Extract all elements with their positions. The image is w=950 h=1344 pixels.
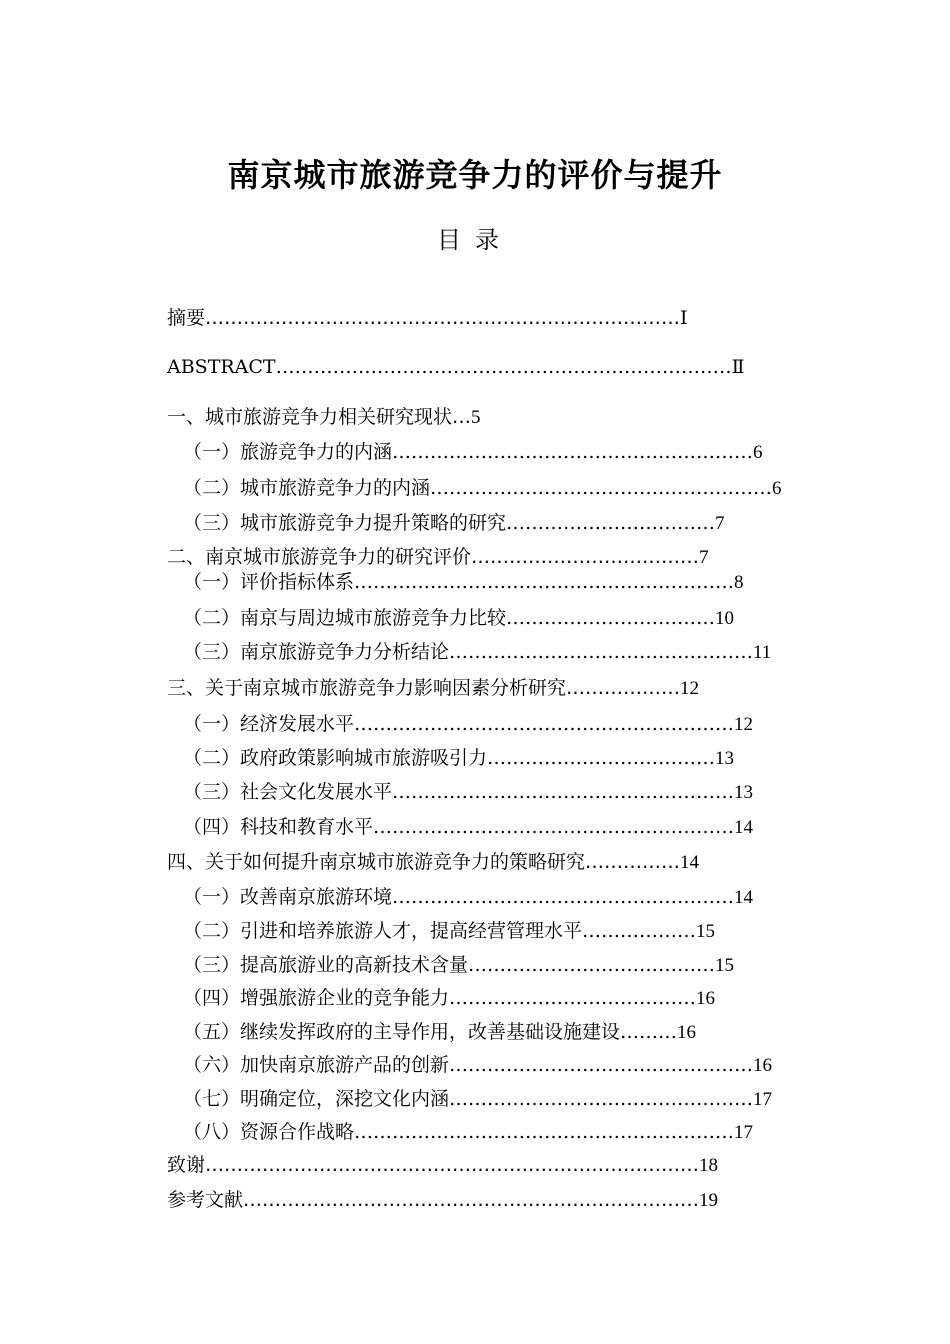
toc-entry-label: 四、关于如何提升南京城市旅游竞争力的策略研究: [167, 851, 586, 873]
toc-leader: ………………………………………………: [392, 781, 735, 803]
toc-leader: ……………………………………………………: [354, 1121, 735, 1143]
toc-entry-label: （四）科技和教育水平: [183, 816, 374, 838]
toc-leader: …: [452, 406, 472, 428]
toc-entry-3-1[interactable]: [183, 712, 753, 736]
toc-entry-1-3[interactable]: [183, 511, 725, 535]
toc-page-number: 14: [680, 852, 700, 873]
toc-leader: ………………………………………………: [430, 477, 773, 499]
toc-page-number: 16: [696, 988, 716, 1009]
toc-entry-label: （二）引进和培养旅游人才，提高经营管理水平: [183, 920, 583, 942]
toc-page-number: 14: [734, 817, 754, 838]
toc-page-number: 11: [753, 642, 772, 663]
toc-entry-label: （二）城市旅游竞争力的内涵: [183, 477, 431, 499]
toc-heading: 目录: [437, 226, 513, 254]
toc-entry-label: （五）继续发挥政府的主导作用，改善基础设施建设: [183, 1021, 621, 1043]
toc-leader: ………………………………………………………………: [243, 1189, 700, 1211]
toc-entry-references[interactable]: [167, 1188, 718, 1212]
toc-page-number: 13: [715, 748, 735, 769]
toc-entry-acknowledgements[interactable]: [167, 1153, 718, 1177]
toc-leader: ………………………………………………………………: [275, 356, 732, 378]
toc-entry-3-4[interactable]: [183, 815, 753, 839]
toc-page-number: 14: [734, 887, 754, 908]
toc-entry-1-1[interactable]: [183, 440, 763, 464]
toc-leader: ……………………………………………………………………: [205, 1154, 700, 1176]
toc-leader: …………………………………………: [449, 1088, 754, 1110]
toc-entry-abstract-en[interactable]: [167, 355, 745, 379]
toc-entry-label: （六）加快南京旅游产品的创新: [183, 1054, 450, 1076]
toc-page-number: 17: [734, 1122, 754, 1143]
toc-leader: …………………………………………: [449, 641, 754, 663]
toc-leader: …………………………………………………: [392, 441, 754, 463]
toc-entry-2-1[interactable]: [183, 570, 744, 594]
toc-leader: ……………: [585, 851, 681, 873]
toc-page-number: 15: [696, 921, 716, 942]
toc-page-number: 13: [734, 782, 754, 803]
toc-entry-4-2[interactable]: [183, 919, 715, 943]
toc-page-number: 18: [699, 1155, 719, 1176]
toc-entry-2-2[interactable]: [183, 606, 734, 630]
toc-page-number: 16: [753, 1055, 773, 1076]
document-title: 南京城市旅游竞争力的评价与提升: [227, 156, 723, 194]
toc-entry-label: 一、城市旅游竞争力相关研究现状: [167, 406, 453, 428]
toc-page-number: 10: [715, 608, 735, 629]
toc-page-number: 7: [699, 547, 709, 568]
toc-leader: …………………………………: [449, 987, 697, 1009]
toc-entry-label: （七）明确定位，深挖文化内涵: [183, 1088, 450, 1110]
toc-leader: ………………: [582, 920, 697, 942]
toc-entry-label: 致谢: [167, 1154, 206, 1176]
toc-entry-label: （四）增强旅游企业的竞争能力: [183, 987, 450, 1009]
toc-entry-label: 三、关于南京城市旅游竞争力影响因素分析研究: [167, 677, 567, 699]
toc-entry-3-3[interactable]: [183, 780, 753, 804]
toc-entry-label: 参考文献: [167, 1189, 244, 1211]
toc-leader: …………………………………: [468, 954, 716, 976]
toc-entry-label: （一）经济发展水平: [183, 713, 355, 735]
toc-page-number: 5: [471, 407, 481, 428]
toc-entry-chapter-4[interactable]: [167, 850, 699, 874]
toc-page-number: 6: [753, 442, 763, 463]
toc-leader: ………: [620, 1021, 678, 1043]
toc-entry-label: 摘要: [167, 307, 206, 329]
toc-leader: ………………………………………………: [392, 886, 735, 908]
toc-page-number: Ⅱ: [731, 357, 745, 378]
toc-entry-label: （三）社会文化发展水平: [183, 781, 393, 803]
toc-entry-4-3[interactable]: [183, 953, 734, 977]
toc-entry-label: （八）资源合作战略: [183, 1121, 355, 1143]
toc-entry-4-1[interactable]: [183, 885, 753, 909]
toc-entry-label: （一）旅游竞争力的内涵: [183, 441, 393, 463]
toc-entry-1-2[interactable]: [183, 476, 782, 500]
toc-entry-label: （二）南京与周边城市旅游竞争力比较: [183, 607, 507, 629]
toc-entry-label: ABSTRACT: [167, 356, 276, 378]
toc-page-number: 8: [734, 572, 744, 593]
toc-leader: ………………………………: [471, 546, 700, 568]
toc-entry-4-7[interactable]: [183, 1087, 772, 1111]
toc-entry-chapter-1[interactable]: [167, 405, 481, 429]
toc-entry-4-8[interactable]: [183, 1120, 753, 1144]
toc-leader: …………………………………………………: [373, 816, 735, 838]
toc-entry-label: （一）评价指标体系: [183, 571, 355, 593]
toc-leader: ……………………………………………………: [354, 713, 735, 735]
toc-leader: ………………………………: [487, 747, 716, 769]
toc-page-number: 15: [715, 955, 735, 976]
toc-entry-label: 二、南京城市旅游竞争力的研究评价: [167, 546, 472, 568]
toc-entry-label: （三）提高旅游业的高新技术含量: [183, 954, 469, 976]
toc-entry-2-3[interactable]: [183, 640, 771, 664]
toc-entry-label: （一）改善南京旅游环境: [183, 886, 393, 908]
toc-entry-3-2[interactable]: [183, 746, 734, 770]
toc-page-number: 17: [753, 1089, 773, 1110]
toc-leader: …………………………………………: [449, 1054, 754, 1076]
toc-leader: ……………………………: [506, 607, 716, 629]
toc-page-number: 16: [677, 1022, 697, 1043]
toc-page-number: 12: [734, 714, 754, 735]
toc-entry-label: （三）城市旅游竞争力提升策略的研究: [183, 512, 507, 534]
toc-entry-chapter-2[interactable]: [167, 545, 709, 569]
toc-entry-4-4[interactable]: [183, 986, 715, 1010]
toc-leader: ……………………………………………………: [354, 571, 735, 593]
toc-leader: ………………: [566, 677, 681, 699]
toc-entry-abstract-cn[interactable]: [167, 306, 688, 330]
toc-page-number: 19: [699, 1190, 719, 1211]
toc-page-number: 6: [772, 478, 782, 499]
toc-entry-chapter-3[interactable]: [167, 676, 699, 700]
toc-entry-4-5[interactable]: [183, 1020, 696, 1044]
toc-leader: ……………………………: [506, 512, 716, 534]
toc-page-number: 12: [680, 678, 700, 699]
toc-page-number: Ⅰ: [680, 308, 688, 329]
toc-entry-4-6[interactable]: [183, 1053, 772, 1077]
toc-entry-label: （二）政府政策影响城市旅游吸引力: [183, 747, 488, 769]
toc-page-number: 7: [715, 513, 725, 534]
toc-entry-label: （三）南京旅游竞争力分析结论: [183, 641, 450, 663]
toc-leader: …………………………………………………………………: [205, 307, 681, 329]
